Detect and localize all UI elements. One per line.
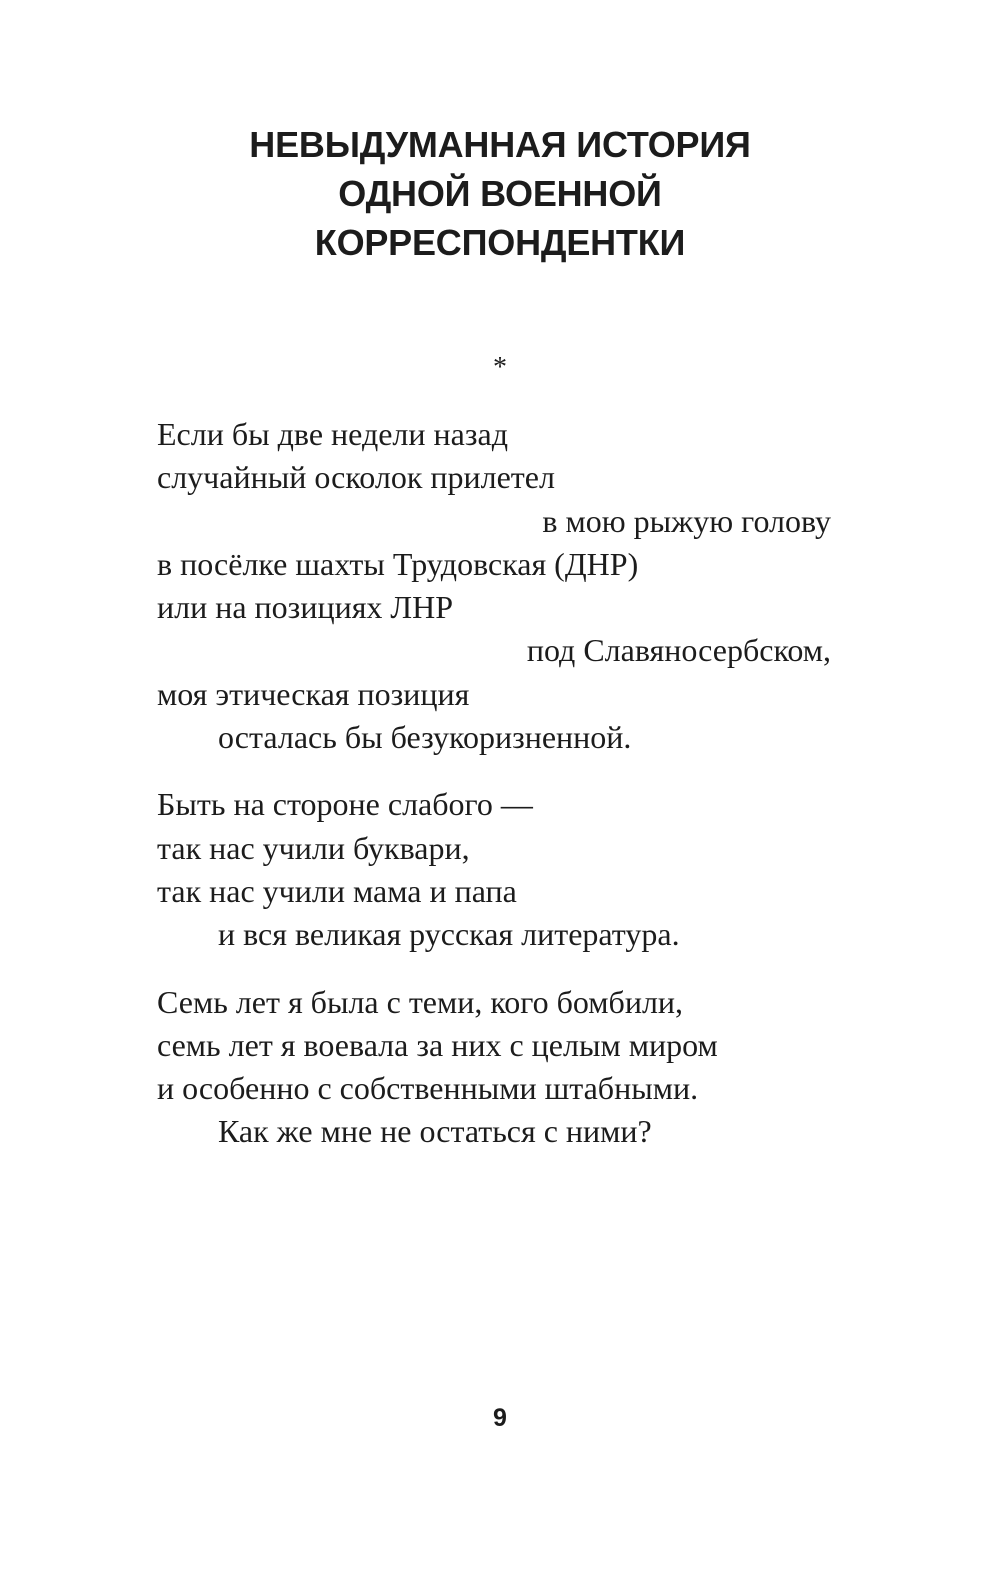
title-line: ОДНОЙ ВОЕННОЙ bbox=[338, 173, 662, 214]
poem-title bbox=[0, 120, 1000, 267]
poem-line: Если бы две недели назад bbox=[157, 416, 508, 452]
poem-line: семь лет я воевала за них с целым миром bbox=[157, 1026, 718, 1063]
poem-line: осталась бы безукоризненной. bbox=[218, 719, 632, 756]
poem-line: так нас учили буквари, bbox=[157, 829, 470, 866]
poem-line: и вся великая русская литература. bbox=[218, 916, 680, 953]
poem-line: в посёлке шахты Трудовская (ДНР) bbox=[157, 545, 639, 582]
poem-line: или на позициях ЛНР bbox=[157, 589, 454, 626]
poem-line: Семь лет я была с теми, кого бомбили, bbox=[157, 983, 684, 1020]
poem-line: Как же мне не остаться с ними? bbox=[218, 1113, 652, 1150]
poem-line: под Славяносербском, bbox=[526, 632, 831, 669]
stanza bbox=[157, 783, 831, 956]
poem-line: Быть на стороне слабого — bbox=[157, 786, 533, 823]
poem-line: случайный осколок прилетел bbox=[157, 459, 555, 496]
poem-line: моя этическая позиция bbox=[157, 675, 470, 712]
poem-line: в мою рыжую голову bbox=[542, 502, 831, 539]
poem-line: и особенно с собственными штабными. bbox=[157, 1070, 699, 1107]
section-separator: * bbox=[493, 352, 507, 383]
poem-body bbox=[157, 413, 831, 1154]
poem-line: так нас учили мама и папа bbox=[157, 872, 517, 909]
stanza bbox=[157, 413, 831, 759]
title-line: НЕВЫДУМАННАЯ ИСТОРИЯ bbox=[249, 124, 751, 165]
stanza bbox=[157, 981, 831, 1154]
page-number: 9 bbox=[493, 1404, 507, 1432]
title-line: КОРРЕСПОНДЕНТКИ bbox=[314, 222, 686, 263]
